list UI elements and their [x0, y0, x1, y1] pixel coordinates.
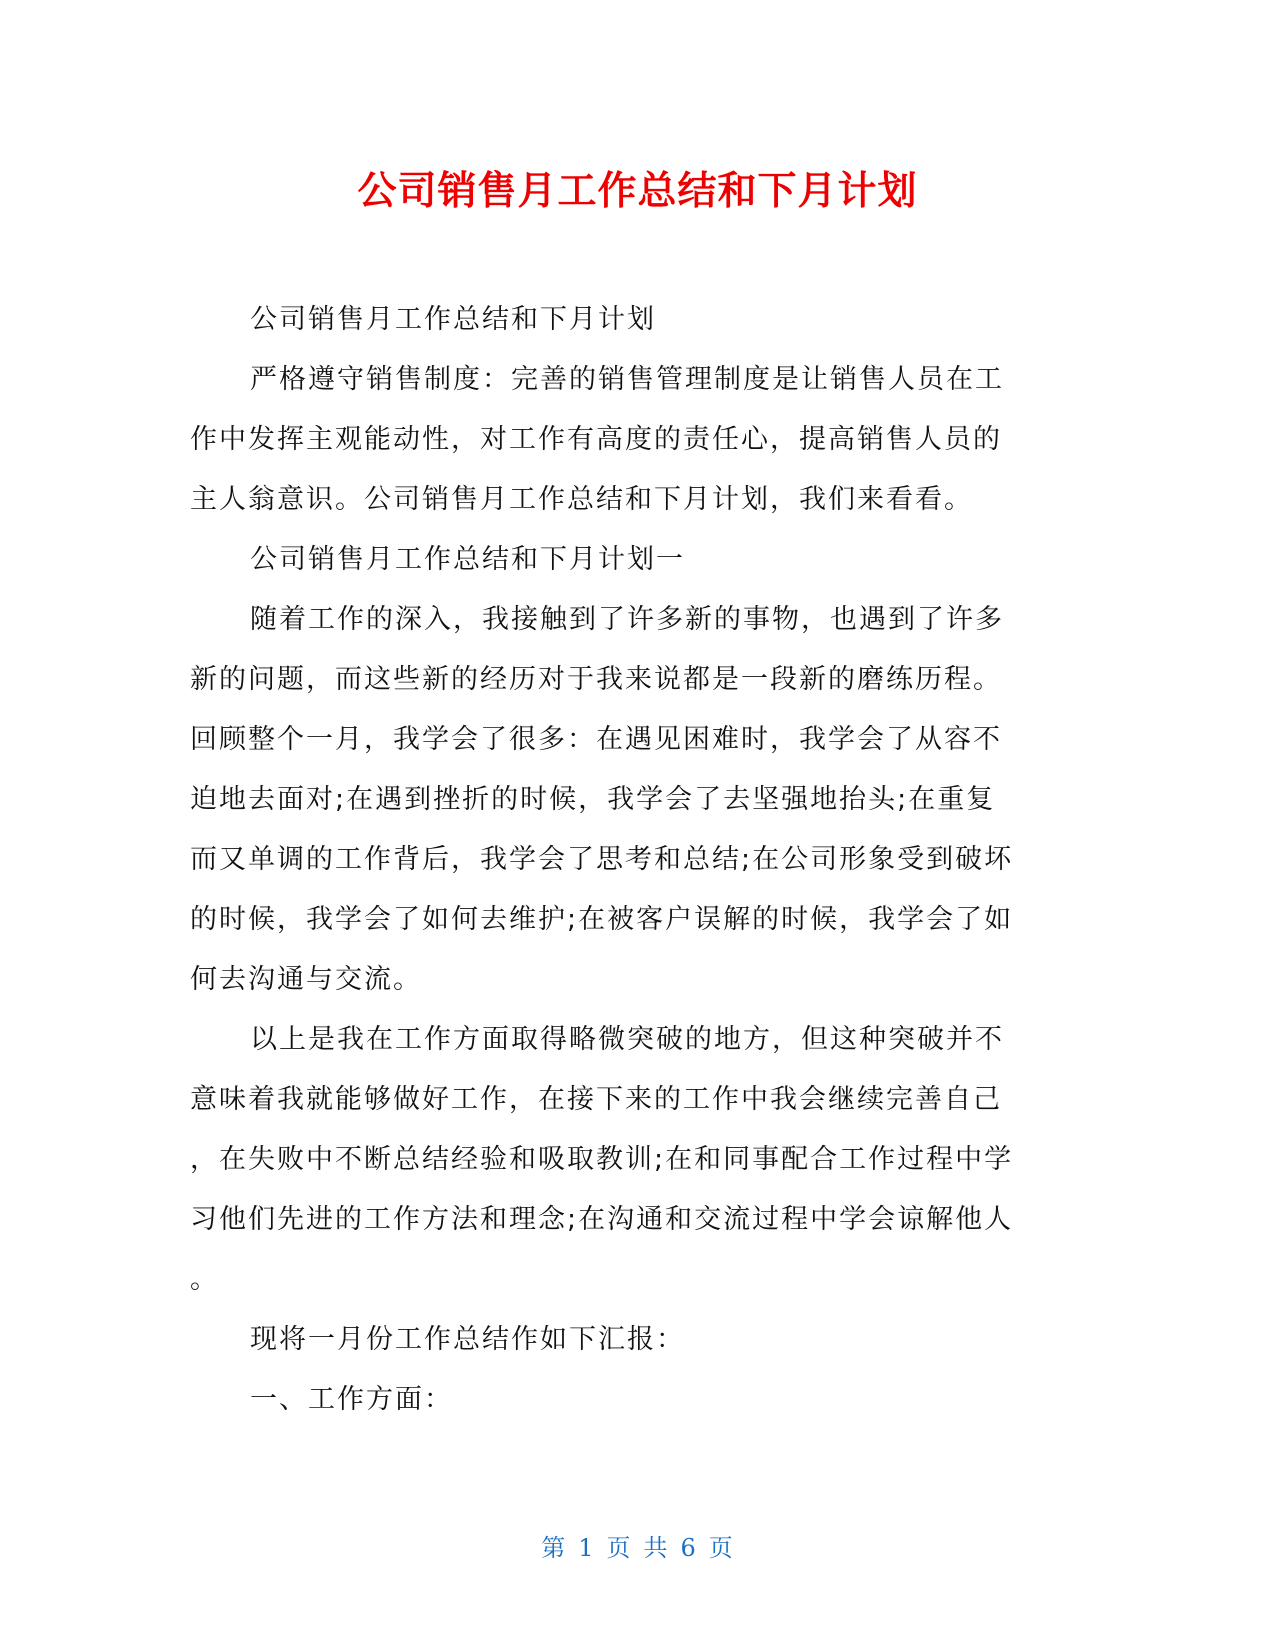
- document-title: 公司销售月工作总结和下月计划: [357, 169, 918, 214]
- paragraph-line: 。: [190, 1264, 219, 1295]
- document-body: [190, 290, 1080, 1430]
- paragraph-line: 迫地去面对;在遇到挫折的时候，我学会了去坚强地抬头;在重复: [190, 784, 996, 815]
- paragraph-line: 回顾整个一月，我学会了很多：在遇见困难时，我学会了从容不: [190, 724, 1002, 755]
- paragraph-line: 现将一月份工作总结作如下汇报：: [250, 1324, 685, 1355]
- page-label-page: 页: [606, 1534, 632, 1562]
- paragraph-line: 一、工作方面：: [250, 1384, 453, 1415]
- page-label-prefix: 第: [541, 1534, 567, 1562]
- paragraph-line: 以上是我在工作方面取得略微突破的地方，但这种突破并不: [250, 1024, 1004, 1055]
- paragraph-line: 主人翁意识。公司销售月工作总结和下月计划，我们来看看。: [190, 484, 973, 515]
- paragraph-line: 新的问题，而这些新的经历对于我来说都是一段新的磨练历程。: [190, 664, 1002, 695]
- page-footer: [0, 1528, 1275, 1563]
- paragraph-line: 习他们先进的工作方法和理念;在沟通和交流过程中学会谅解他人: [190, 1204, 1014, 1235]
- paragraph-line: ，在失败中不断总结经验和吸取教训;在和同事配合工作过程中学: [190, 1144, 1014, 1175]
- paragraph-line: 随着工作的深入，我接触到了许多新的事物，也遇到了许多: [250, 604, 1004, 635]
- paragraph-line: 意味着我就能够做好工作，在接下来的工作中我会继续完善自己: [190, 1084, 1002, 1115]
- paragraph-line: 作中发挥主观能动性，对工作有高度的责任心，提高销售人员的: [190, 424, 1002, 455]
- paragraph-line: 而又单调的工作背后，我学会了思考和总结;在公司形象受到破坏: [190, 844, 1014, 875]
- page-total-number: 6: [680, 1534, 697, 1562]
- paragraph-line: 严格遵守销售制度：完善的销售管理制度是让销售人员在工: [250, 364, 1004, 395]
- paragraph-line: 公司销售月工作总结和下月计划一: [250, 544, 685, 575]
- paragraph-line: 何去沟通与交流。: [190, 964, 422, 995]
- paragraph-line: 公司销售月工作总结和下月计划: [250, 304, 656, 335]
- page-label-suffix: 页: [708, 1534, 734, 1562]
- paragraph-line: 的时候，我学会了如何去维护;在被客户误解的时候，我学会了如: [190, 904, 1014, 935]
- page-current-number: 1: [578, 1534, 595, 1562]
- page-label-total: 共: [643, 1534, 669, 1562]
